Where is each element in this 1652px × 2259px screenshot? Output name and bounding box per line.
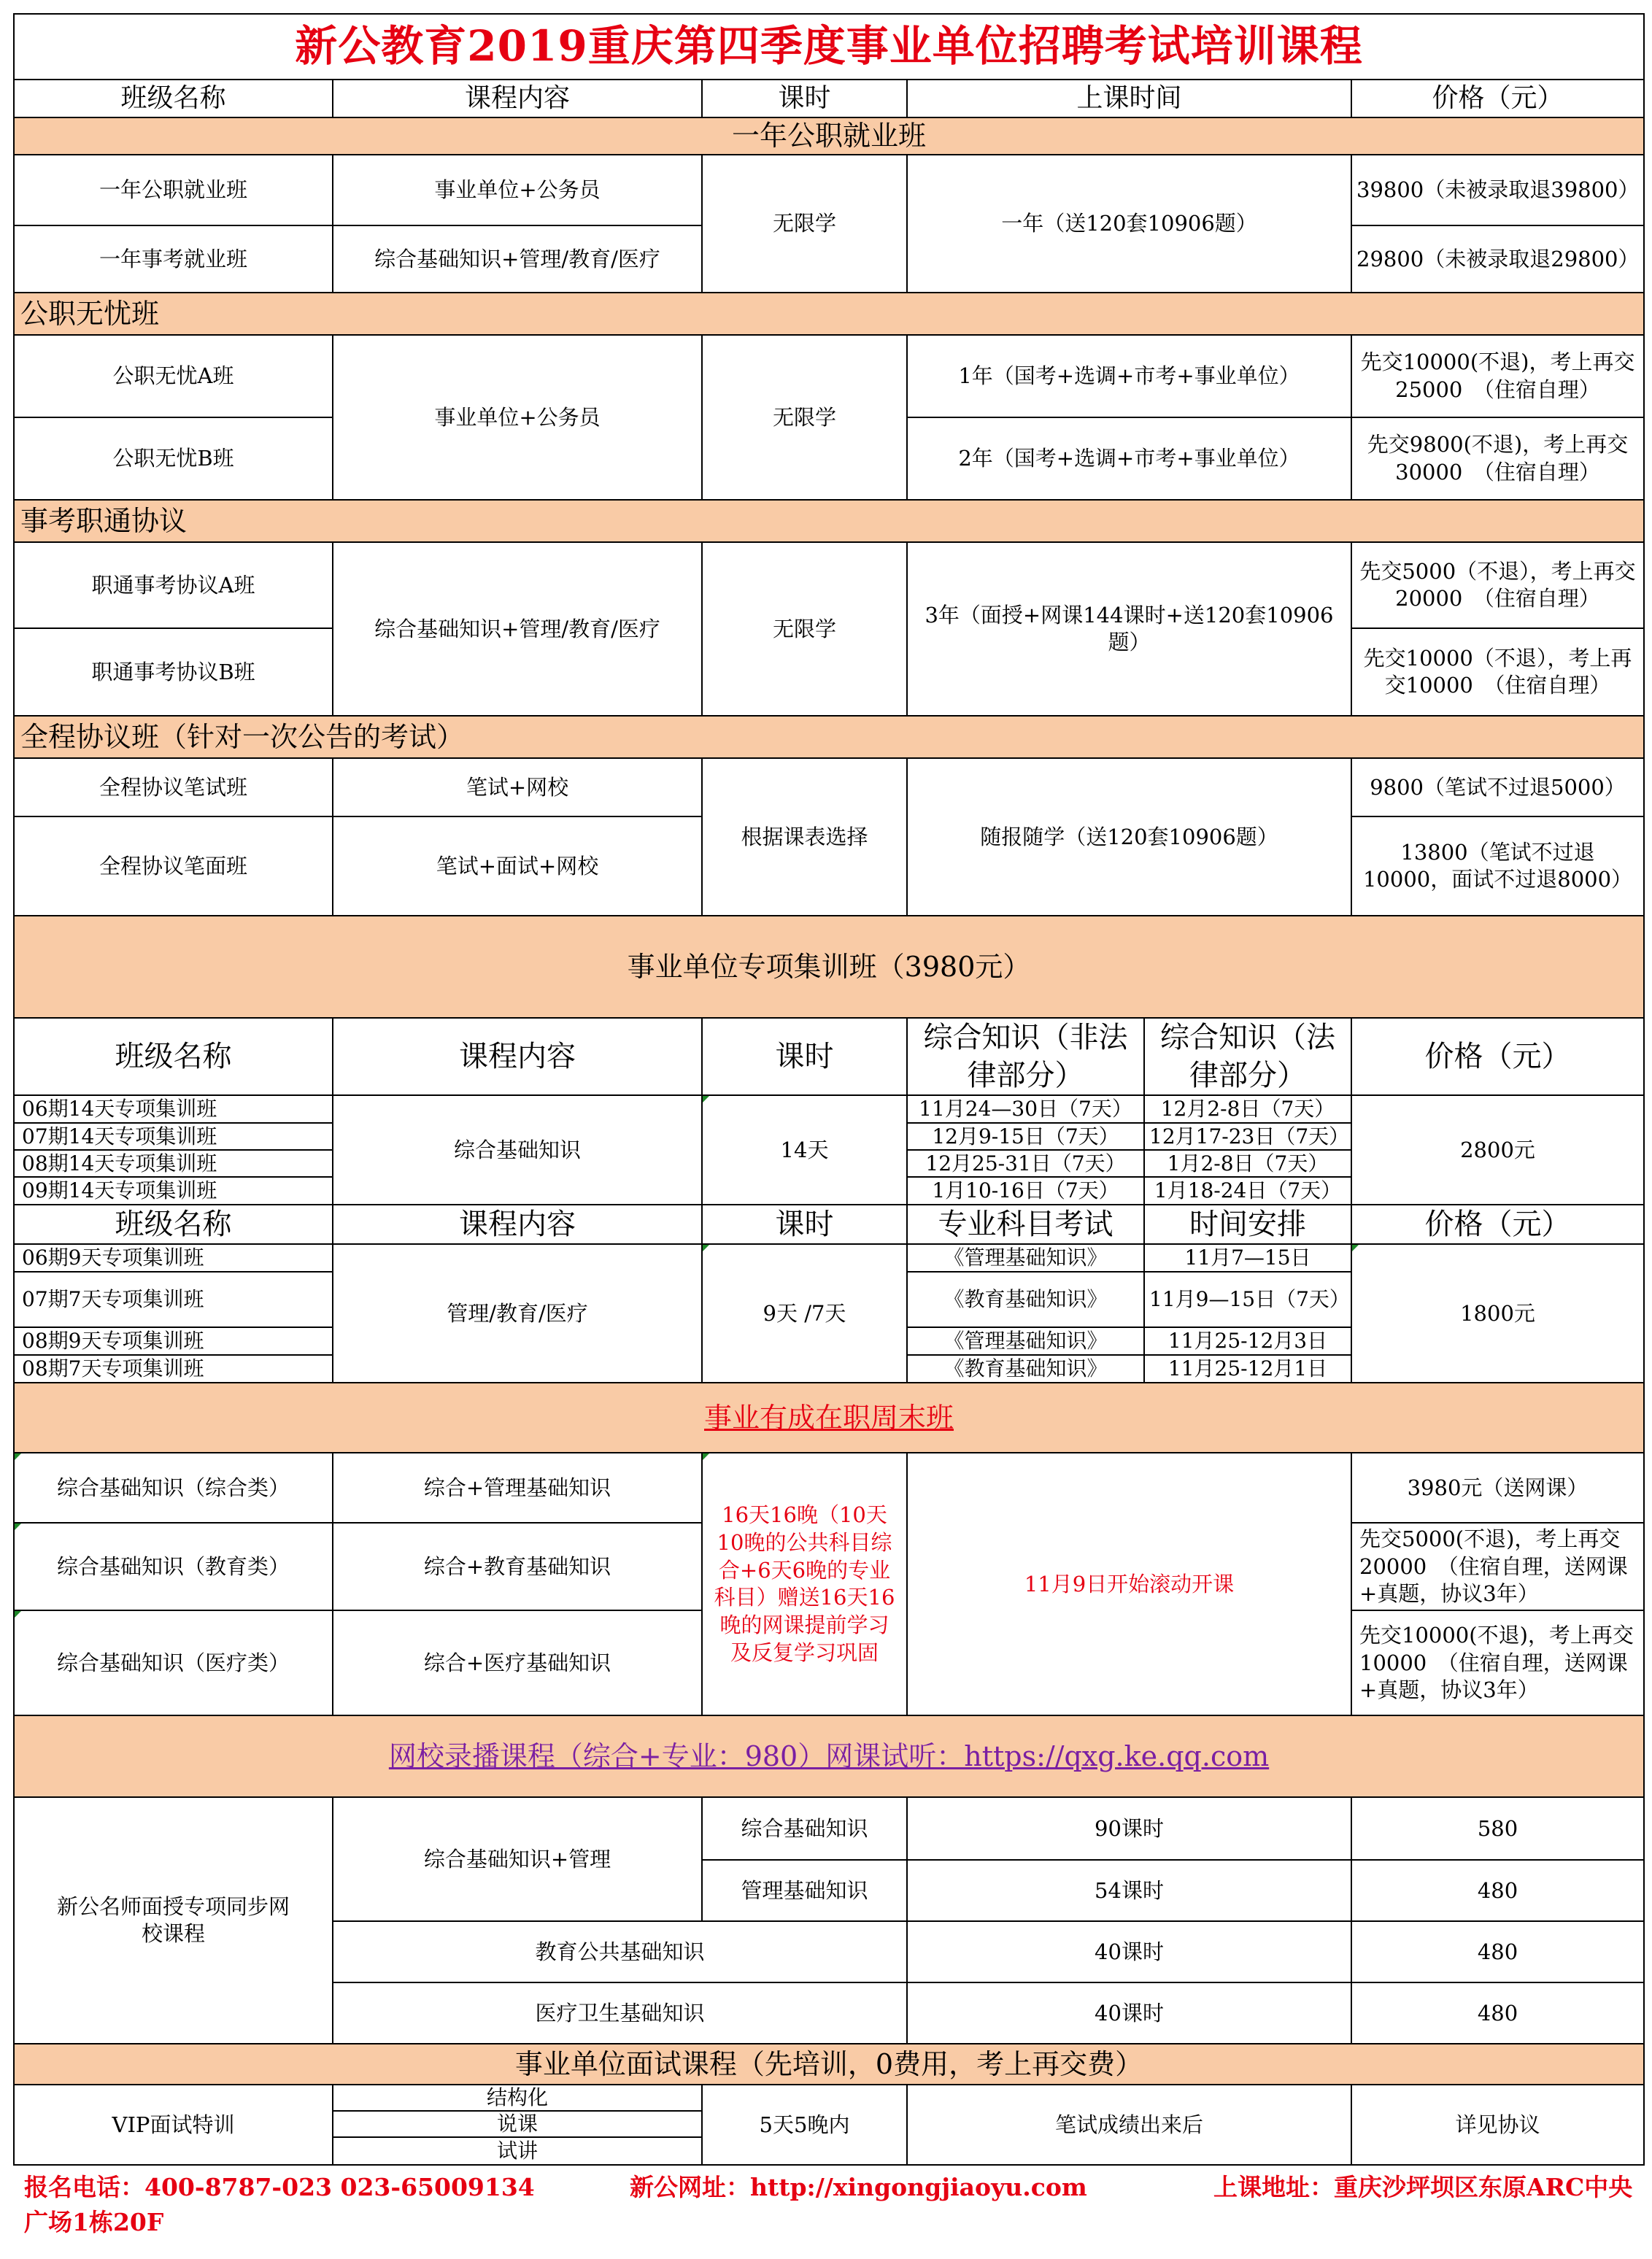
header-part-b: 综合知识（法律部分） [1144,1018,1351,1095]
course-content: 事业单位+公务员 [333,155,702,225]
header-schedule: 时间安排 [1144,1205,1351,1244]
course-hours: 5天5晚内 [702,2085,907,2165]
course-hours: 40课时 [907,1921,1351,1982]
section-title-6[interactable]: 事业有成在职周末班 [14,1383,1644,1453]
exam-subject: 《管理基础知识》 [907,1327,1144,1355]
schedule: 11月7—15日 [1144,1244,1351,1272]
class-name: 综合基础知识（医疗类） [14,1610,333,1715]
exam-subject: 《管理基础知识》 [907,1244,1144,1272]
course-price: 9800（笔试不过退5000） [1351,758,1644,816]
class-name: 08期9天专项集训班 [14,1327,333,1355]
course-group: 综合基础知识+管理 [333,1797,702,1921]
course-hours: 9天 /7天 [702,1244,907,1383]
class-name: 综合基础知识（教育类） [14,1523,333,1610]
course-price: 先交5000（不退），考上再交20000 （住宿自理） [1351,542,1644,628]
course-time: 11月9日开始滚动开课 [907,1453,1351,1715]
schedule: 11月25-12月1日 [1144,1355,1351,1383]
session-part-a: 12月25-31日（7天） [907,1150,1144,1177]
header-price: 价格（元） [1351,80,1644,117]
course-hours: 根据课表选择 [702,758,907,916]
class-name: 一年事考就业班 [14,225,333,293]
class-name: 09期14天专项集训班 [14,1177,333,1205]
header-content: 课程内容 [333,1018,702,1095]
exam-subject: 《教育基础知识》 [907,1272,1144,1327]
interview-item: 试讲 [333,2137,702,2165]
interview-item: 说课 [333,2111,702,2137]
course-price: 3980元（送网课） [1351,1453,1644,1523]
course-hours: 16天16晚（10天10晚的公共科目综合+6天6晚的专业科目）赠送16天16晚的网课提前学习及反复学习巩固 [702,1453,907,1715]
course-price: 先交10000(不退)，考上再交10000 （住宿自理，送网课+真题，协议3年） [1351,1610,1644,1715]
course-price: 2800元 [1351,1095,1644,1205]
table-row [14,1453,1644,1523]
course-subject: 综合基础知识 [702,1797,907,1860]
header-time: 上课时间 [907,80,1351,117]
course-price: 1800元 [1351,1244,1644,1383]
course-price: 先交10000（不退），考上再交10000 （住宿自理） [1351,628,1644,716]
course-time: 笔试成绩出来后 [907,2085,1351,2165]
header-class-name: 班级名称 [14,1018,333,1095]
course-time: 随报随学（送120套10906题） [907,758,1351,916]
table-header [14,80,1644,117]
course-price: 先交10000(不退)，考上再交25000 （住宿自理） [1351,335,1644,417]
course-price: 先交5000(不退)，考上再交20000 （住宿自理，送网课+真题，协议3年） [1351,1523,1644,1610]
course-hours: 54课时 [907,1860,1351,1921]
course-hours: 40课时 [907,1982,1351,2044]
session-part-a: 11月24—30日（7天） [907,1095,1144,1123]
session-part-b: 12月2-8日（7天） [1144,1095,1351,1123]
course-content: 笔试+网校 [333,758,702,816]
table-row [14,758,1644,816]
class-name: 职通事考协议A班 [14,542,333,628]
course-time: 2年（国考+选调+市考+事业单位） [907,417,1351,500]
schedule: 11月25-12月3日 [1144,1327,1351,1355]
course-time: 3年（面授+网课144课时+送120套10906题） [907,542,1351,716]
class-name: 新公名师面授专项同步网校课程 [14,1797,333,2044]
class-name: 06期14天专项集训班 [14,1095,333,1123]
header-content: 课程内容 [333,80,702,117]
course-content: 综合基础知识+管理/教育/医疗 [333,542,702,716]
course-price: 580 [1351,1797,1644,1860]
section-title-3: 事考职通协议 [14,500,1644,542]
course-hours: 无限学 [702,155,907,293]
table-row [14,542,1644,628]
course-hours: 14天 [702,1095,907,1205]
course-price: 480 [1351,1921,1644,1982]
class-name: 07期14天专项集训班 [14,1123,333,1150]
course-subject: 管理基础知识 [702,1860,907,1921]
course-table [13,13,1645,2240]
class-name: 一年公职就业班 [14,155,333,225]
exam-subject: 《教育基础知识》 [907,1355,1144,1383]
class-name: 08期14天专项集训班 [14,1150,333,1177]
course-price: 39800（未被录取退39800） [1351,155,1644,225]
section-title-1: 一年公职就业班 [14,117,1644,155]
course-price: 13800（笔试不过退10000，面试不过退8000） [1351,816,1644,916]
course-content: 综合基础知识+管理/教育/医疗 [333,225,702,293]
header-class-name: 班级名称 [14,80,333,117]
table-row [14,1095,1644,1123]
course-price: 先交9800(不退)，考上再交30000 （住宿自理） [1351,417,1644,500]
header-price: 价格（元） [1351,1018,1644,1095]
course-sheet [13,13,1643,2237]
course-content: 综合+教育基础知识 [333,1523,702,1610]
footer [14,2165,1644,2240]
course-price: 480 [1351,1860,1644,1921]
course-time: 1年（国考+选调+市考+事业单位） [907,335,1351,417]
table-row [14,335,1644,417]
course-content: 综合基础知识 [333,1095,702,1205]
table-row [14,1797,1644,1860]
section-title-8: 事业单位面试课程（先培训，0费用，考上再交费） [14,2044,1644,2085]
header-hours: 课时 [702,1018,907,1095]
course-hours: 无限学 [702,542,907,716]
session-part-b: 12月17-23日（7天） [1144,1123,1351,1150]
table-row [14,1244,1644,1272]
class-name: 职通事考协议B班 [14,628,333,716]
course-hours: 无限学 [702,335,907,500]
course-price: 29800（未被录取退29800） [1351,225,1644,293]
table-row [14,2085,1644,2111]
class-name: 06期9天专项集训班 [14,1244,333,1272]
header-part-a: 综合知识（非法律部分） [907,1018,1144,1095]
class-name: 07期7天专项集训班 [14,1272,333,1327]
online-course-link[interactable]: 网校录播课程（综合+专业：980）网课试听：https://qxg.ke.qq.com [14,1715,1644,1797]
footer-address: 上课地址：重庆沙坪坝区东原ARC中央广场1栋20F [24,2173,1633,2237]
section-title-5: 事业单位专项集训班（3980元） [14,916,1644,1018]
session-part-a: 1月10-16日（7天） [907,1177,1144,1205]
session-part-a: 12月9-15日（7天） [907,1123,1144,1150]
table-row [14,155,1644,225]
course-price: 480 [1351,1982,1644,2044]
header-content: 课程内容 [333,1205,702,1244]
session-part-b: 1月18-24日（7天） [1144,1177,1351,1205]
section-title-2: 公职无忧班 [14,293,1644,335]
class-name: 08期7天专项集训班 [14,1355,333,1383]
class-name: 公职无忧A班 [14,335,333,417]
class-name: 公职无忧B班 [14,417,333,500]
page-title: 新公教育2019重庆第四季度事业单位招聘考试培训课程 [14,14,1644,80]
course-content: 事业单位+公务员 [333,335,702,500]
schedule: 11月9—15日（7天） [1144,1272,1351,1327]
section-title-4: 全程协议班（针对一次公告的考试） [14,716,1644,758]
table-header [14,1018,1644,1095]
class-name: 全程协议笔面班 [14,816,333,916]
course-subject: 教育公共基础知识 [333,1921,907,1982]
class-name: VIP面试特训 [14,2085,333,2165]
header-price: 价格（元） [1351,1205,1644,1244]
course-price: 详见协议 [1351,2085,1644,2165]
header-subject: 专业科目考试 [907,1205,1144,1244]
footer-website[interactable]: 新公网址：http://xingongjiaoyu.com [630,2173,1087,2202]
course-content: 笔试+面试+网校 [333,816,702,916]
header-hours: 课时 [702,1205,907,1244]
class-name: 全程协议笔试班 [14,758,333,816]
course-subject: 医疗卫生基础知识 [333,1982,907,2044]
interview-item: 结构化 [333,2085,702,2111]
header-class-name: 班级名称 [14,1205,333,1244]
course-time: 一年（送120套10906题） [907,155,1351,293]
course-content: 管理/教育/医疗 [333,1244,702,1383]
class-name: 综合基础知识（综合类） [14,1453,333,1523]
course-hours: 90课时 [907,1797,1351,1860]
footer-phone[interactable]: 报名电话：400-8787-023 023-65009134 [24,2173,535,2202]
course-content: 综合+医疗基础知识 [333,1610,702,1715]
header-hours: 课时 [702,80,907,117]
course-content: 综合+管理基础知识 [333,1453,702,1523]
session-part-b: 1月2-8日（7天） [1144,1150,1351,1177]
table-header [14,1205,1644,1244]
